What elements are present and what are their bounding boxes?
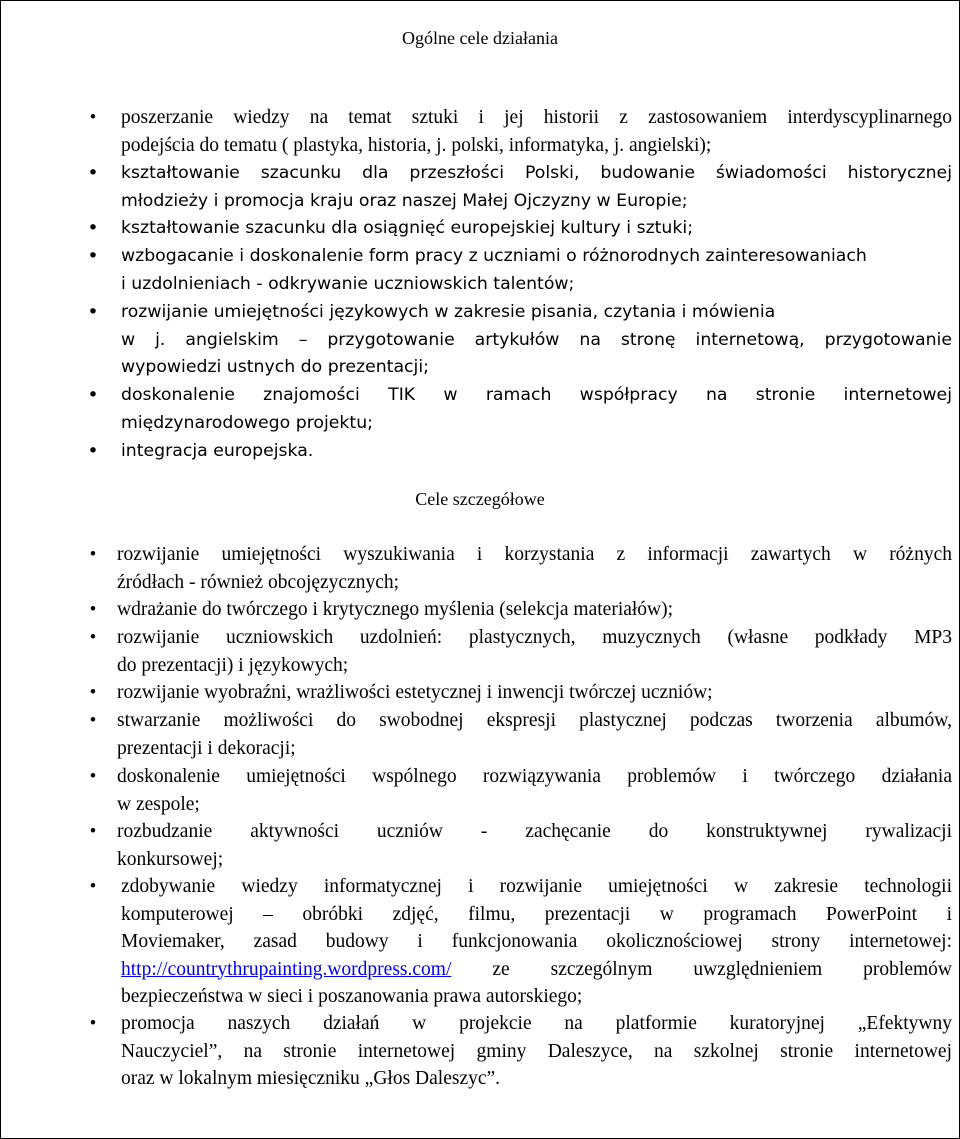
list-item: • poszerzanie wiedzy na temat sztuki i jej historii z zastosowaniem interdyscyplinarnego podejścia do tematu ( plastyka, historia, j. polski, informatyka, j. angielski);	[121, 104, 952, 159]
bullet-icon: •	[87, 301, 99, 323]
list-item: • promocja naszych działań w projekcie na platformie kuratoryjnej „Efektywny Nauczyciel”, na stronie internetowej gminy Daleszyce, na szkolnej stronie internetowej oraz w lokalnym miesięczniku „Głos Daleszyc”.	[121, 1010, 952, 1093]
list-item: • zdobywanie wiedzy informatycznej i rozwijanie umiejętności w zakresie technologii komputerowej – obróbki zdjęć, filmu, prezentacji w programach PowerPoint i Moviemaker, zasad budowy i funkcjonowania okolicznościowej strony internetowej: http://countrythrupainting.wordpress.com/ ze szczególnym uwzględnieniem problemów bezpieczeństwa w sieci i poszanowania prawa autorskiego;	[121, 873, 952, 1011]
bullet-icon: •	[87, 384, 99, 406]
bullet-icon: •	[89, 821, 97, 842]
list-item: • stwarzanie możliwości do swobodnej ekspresji plastycznej podczas tworzenia albumów, prezentacji i dekoracji;	[117, 707, 952, 762]
bullet-icon: •	[89, 682, 97, 703]
website-link[interactable]: http://countrythrupainting.wordpress.com/	[121, 958, 452, 980]
list-item: • rozwijanie umiejętności wyszukiwania i korzystania z informacji zawartych w różnych źródłach - również obcojęzycznych;	[117, 541, 952, 596]
list-item: • rozwijanie umiejętności językowych w zakresie pisania, czytania i mówienia w j. angielskim – przygotowanie artykułów na stronę internetową, przygotowanie wypowiedzi ustnych do prezentacji;	[87, 301, 952, 377]
heading-general-goals: Ogólne cele działania	[402, 28, 558, 48]
bullet-icon: •	[89, 599, 97, 620]
list-item: • integracja europejska.	[121, 438, 952, 466]
list-item: • rozbudzanie aktywności uczniów - zachęcanie do konstruktywnej rywalizacji konkursowej;	[117, 818, 952, 873]
list-item: • kształtowanie szacunku dla przeszłości Polski, budowanie świadomości historycznej młodzieży i promocja kraju oraz naszej Małej Ojczyzny w Europie;	[87, 162, 952, 211]
bullet-icon: •	[89, 766, 97, 787]
list-item: • rozwijanie uczniowskich uzdolnień: plastycznych, muzycznych (własne podkłady MP3 do prezentacji) i językowych;	[117, 624, 952, 679]
list-item: • kształtowanie szacunku dla osiągnięć europejskiej kultury i sztuki;	[121, 215, 952, 243]
heading-specific-goals: Cele szczegółowe	[415, 489, 545, 509]
bullet-icon: •	[89, 544, 97, 565]
list-item: • wdrażanie do twórczego i krytycznego myślenia (selekcja materiałów);	[117, 596, 952, 624]
link-line: http://countrythrupainting.wordpress.com/ ze szczególnym uwzględnieniem problemów	[121, 958, 952, 980]
bullet-icon: •	[89, 876, 97, 897]
list-item: • doskonalenie znajomości TIK w ramach współpracy na stronie internetowej międzynarodowego projektu;	[87, 384, 952, 433]
bullet-icon: •	[87, 217, 99, 239]
bullet-icon: •	[89, 107, 97, 128]
list-item: • wzbogacanie i doskonalenie form pracy z uczniami o różnorodnych zainteresowaniach i uzdolnieniach - odkrywanie uczniowskich talentów;	[87, 245, 867, 294]
list-item: • rozwijanie wyobraźni, wrażliwości estetycznej i inwencji twórczej uczniów;	[117, 679, 952, 707]
bullet-icon: •	[89, 627, 97, 648]
bullet-icon: •	[89, 1013, 97, 1034]
bullet-icon: •	[87, 440, 99, 462]
bullet-icon: •	[89, 710, 97, 731]
list-item: • doskonalenie umiejętności wspólnego rozwiązywania problemów i twórczego działania w zespole;	[117, 763, 952, 818]
bullet-icon: •	[87, 245, 99, 267]
bullet-icon: •	[87, 162, 99, 184]
